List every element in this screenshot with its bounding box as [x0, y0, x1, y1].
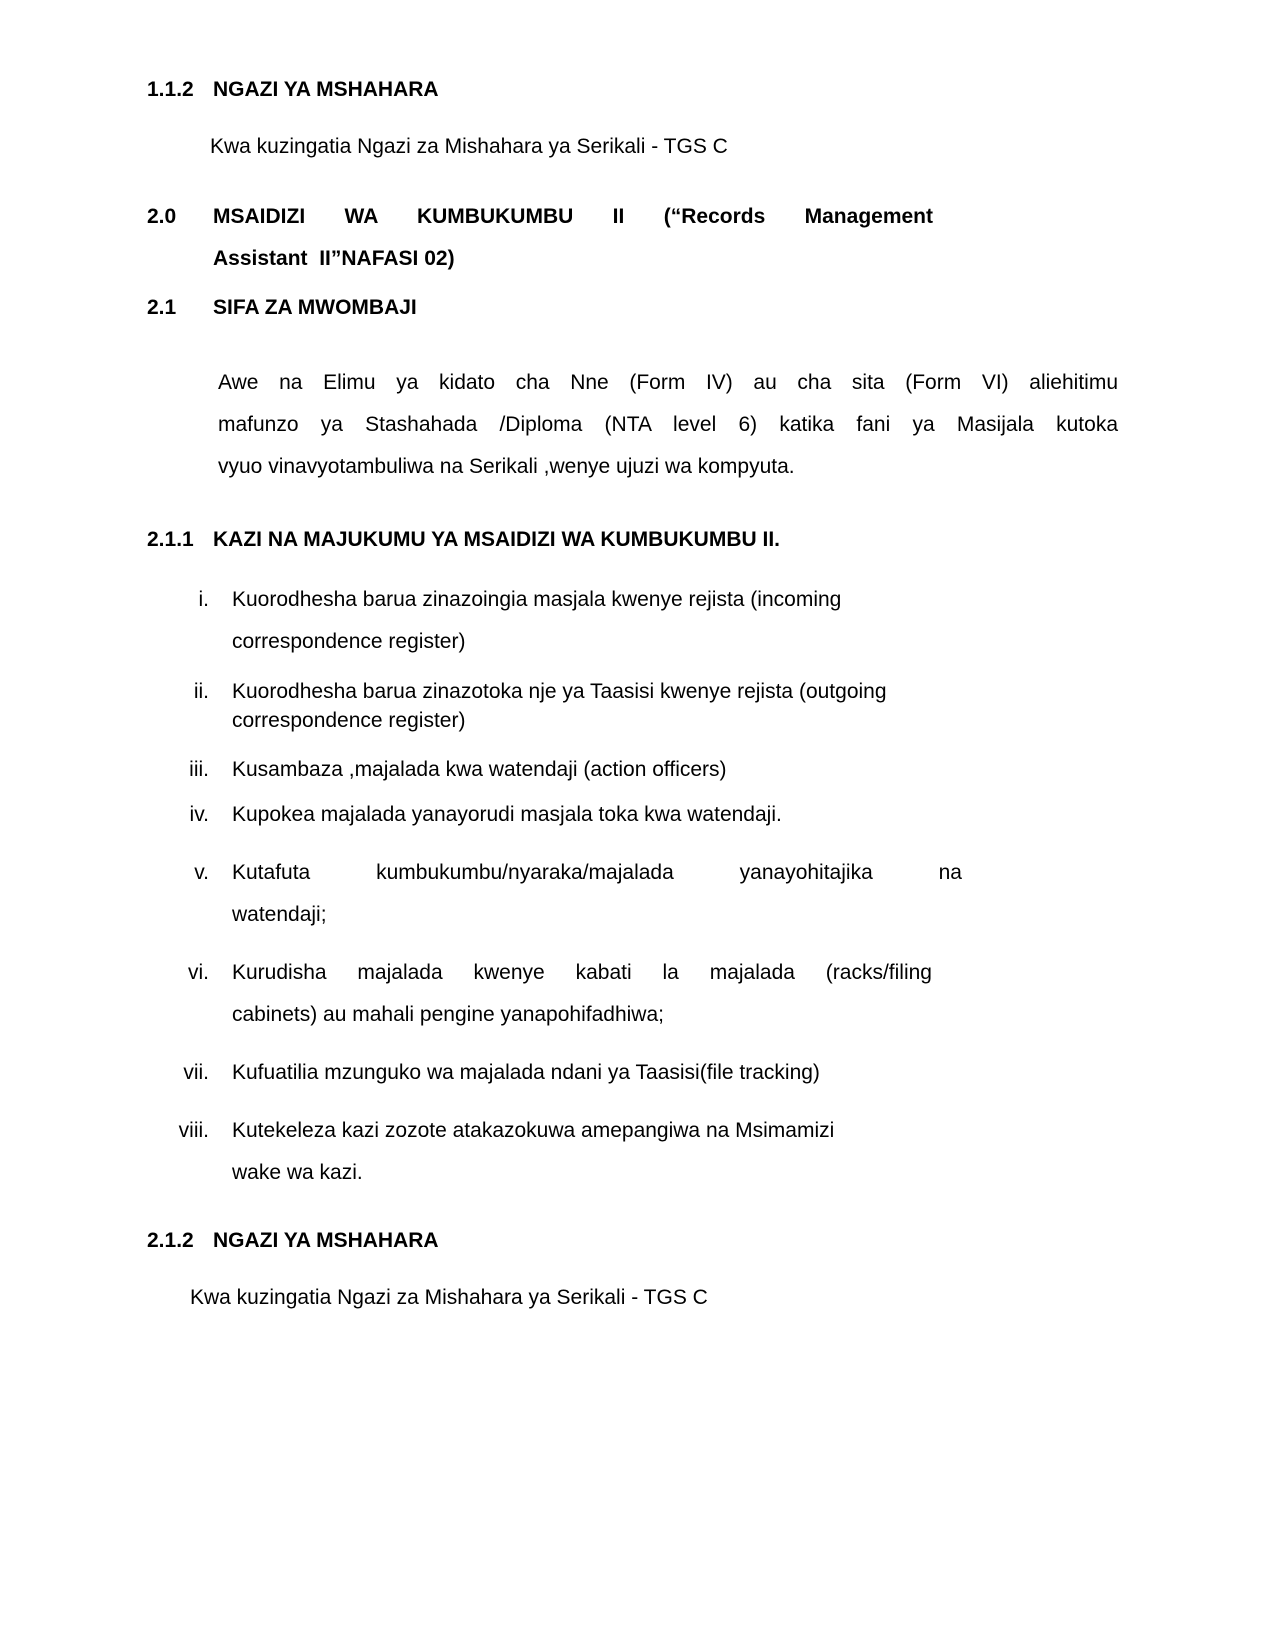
list-text-line: correspondence register) [232, 630, 466, 653]
paragraph-line: vyuo vinavyotambuliwa na Serikali ,wenye ujuzi wa kompyuta. [218, 455, 795, 478]
heading-title: NGAZI YA MSHAHARA [213, 78, 439, 101]
list-text-line: watendaji; [232, 903, 327, 926]
heading-title: KAZI NA MAJUKUMU YA MSAIDIZI WA KUMBUKUMBU II. [213, 528, 780, 551]
heading-number: 2.0 [147, 205, 177, 228]
list-text-line: Kutafuta kumbukumbu/nyaraka/majalada yanayohitajika na [232, 861, 962, 884]
section-heading-1-1-2 [147, 69, 1128, 111]
heading-number: 1.1.2 [147, 78, 194, 101]
list-text-line: cabinets) au mahali pengine yanapohifadhiwa; [232, 1003, 664, 1026]
list-item [147, 1052, 1128, 1094]
list-marker: vi. [188, 961, 209, 984]
list-item [147, 852, 1128, 936]
paragraph-salary-note-2 [190, 1277, 1128, 1319]
list-marker: vii. [183, 1061, 209, 1084]
list-item [147, 749, 1128, 791]
list-marker: iv. [189, 803, 209, 826]
list-text-line: Kufuatilia mzunguko wa majalada ndani ya Taasisi(file tracking) [232, 1061, 820, 1084]
list-text-line: correspondence register) [232, 709, 466, 732]
section-heading-2-1-2 [147, 1220, 1128, 1262]
paragraph-salary-note-1 [210, 126, 1128, 168]
paragraph-line: Kwa kuzingatia Ngazi za Mishahara ya Serikali - TGS C [210, 135, 728, 158]
paragraph-qualifications [218, 362, 1118, 488]
heading-title: SIFA ZA MWOMBAJI [213, 296, 417, 319]
heading-title-line: MSAIDIZI WA KUMBUKUMBU II (“Records Management [213, 205, 933, 228]
heading-title-line: Assistant II”NAFASI 02) [213, 247, 455, 270]
list-item [147, 677, 1128, 735]
list-marker: v. [194, 861, 209, 884]
list-text-line: wake wa kazi. [232, 1161, 363, 1184]
list-text-line: Kupokea majalada yanayorudi masjala toka kwa watendaji. [232, 803, 782, 826]
list-text-line: Kutekeleza kazi zozote atakazokuwa amepangiwa na Msimamizi [232, 1119, 835, 1142]
paragraph-line: Kwa kuzingatia Ngazi za Mishahara ya Serikali - TGS C [190, 1286, 708, 1309]
list-text-line: Kurudisha majalada kwenye kabati la majalada (racks/filing [232, 961, 932, 984]
heading-number: 2.1.1 [147, 528, 194, 551]
duties-list [147, 579, 1128, 1194]
heading-title: NGAZI YA MSHAHARA [213, 1229, 439, 1252]
list-text-line: Kusambaza ,majalada kwa watendaji (action officers) [232, 758, 727, 781]
list-marker: i. [198, 588, 209, 611]
list-item [147, 952, 1128, 1036]
list-marker: iii. [189, 758, 209, 781]
list-marker: viii. [178, 1119, 209, 1142]
paragraph-line: Awe na Elimu ya kidato cha Nne (Form IV) au cha sita (Form VI) aliehitimu [218, 371, 1118, 394]
section-heading-2-1 [147, 287, 1128, 329]
list-marker: ii. [193, 680, 209, 703]
list-text-line: Kuorodhesha barua zinazoingia masjala kwenye rejista (incoming [232, 588, 842, 611]
paragraph-line: mafunzo ya Stashahada /Diploma (NTA level 6) katika fani ya Masijala kutoka [218, 413, 1118, 436]
list-item [147, 579, 1128, 663]
section-heading-2-1-1 [147, 519, 1128, 561]
heading-number: 2.1 [147, 296, 177, 319]
list-text-line: Kuorodhesha barua zinazotoka nje ya Taasisi kwenye rejista (outgoing [232, 680, 887, 703]
list-item [147, 794, 1128, 836]
section-heading-2-0 [147, 196, 1128, 280]
heading-number: 2.1.2 [147, 1229, 194, 1252]
list-item [147, 1110, 1128, 1194]
